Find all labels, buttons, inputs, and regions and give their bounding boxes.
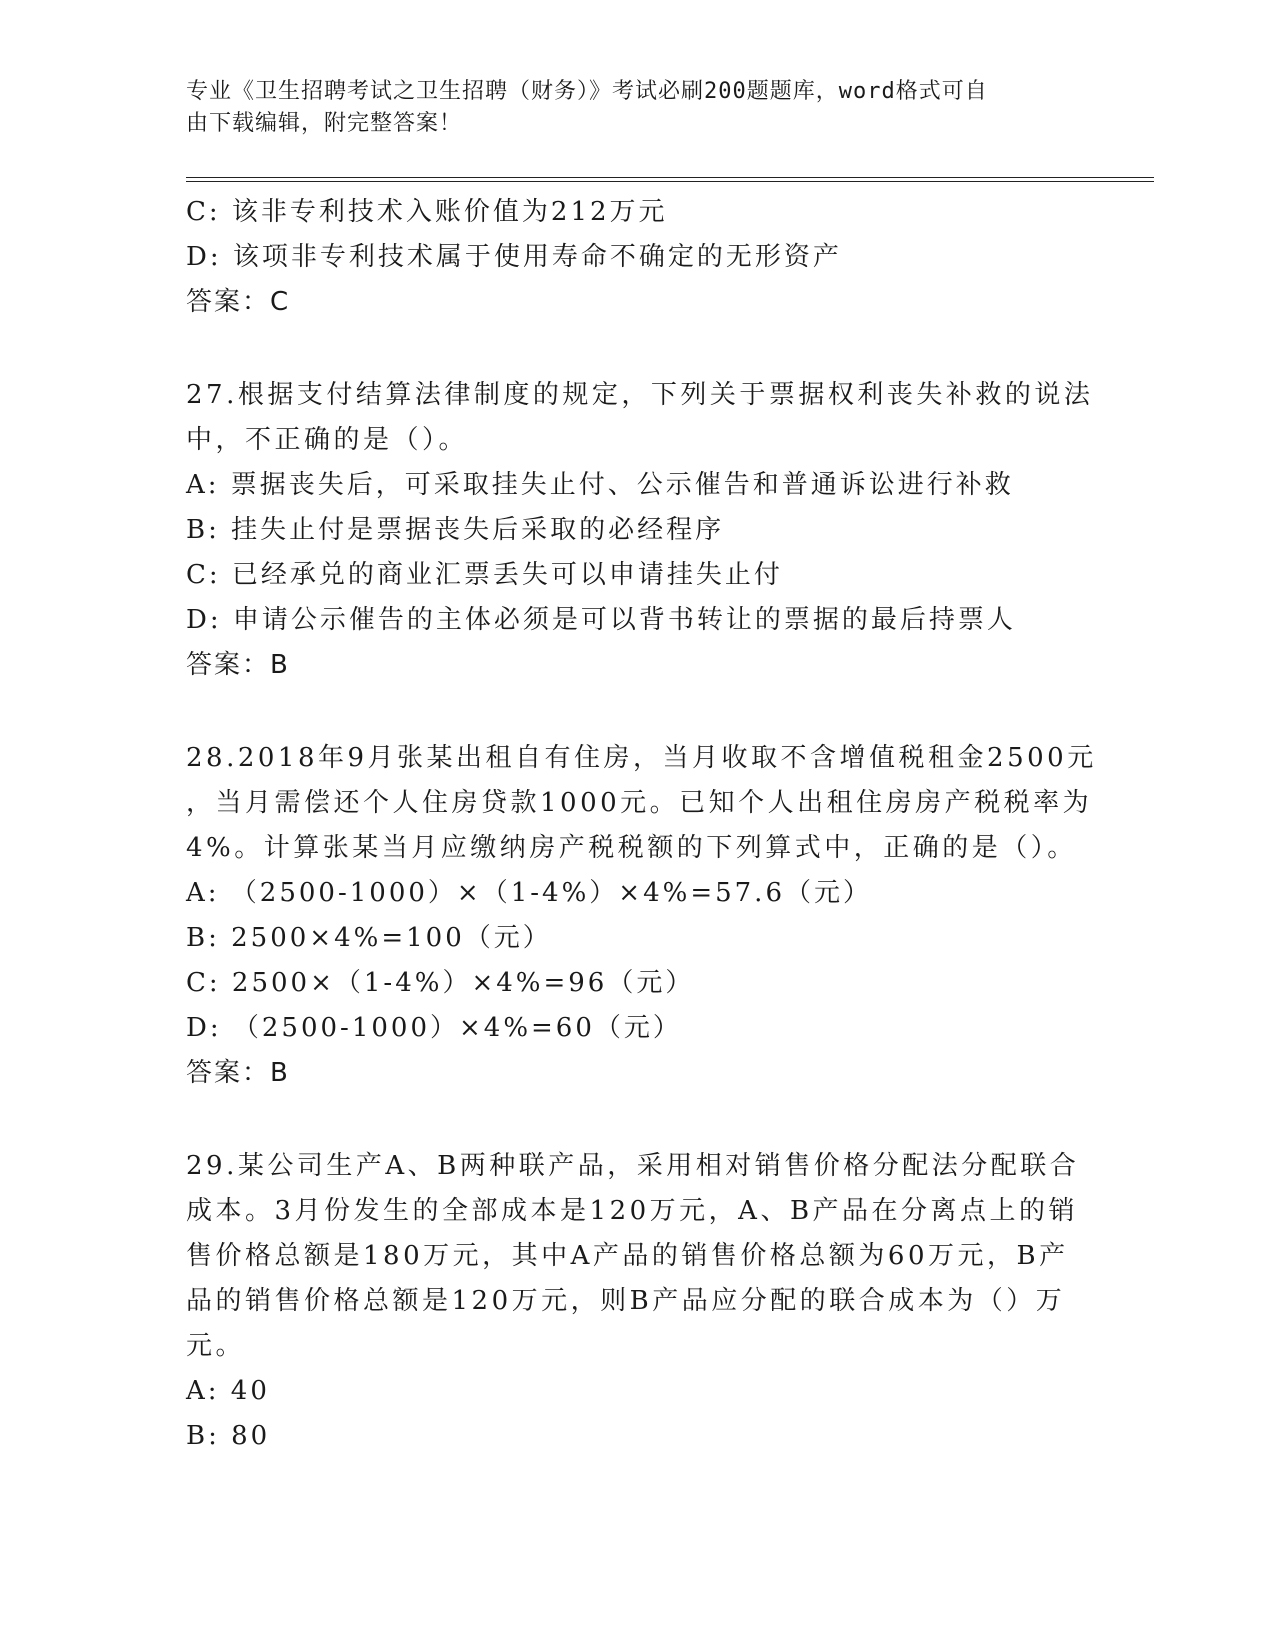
option-c: C: 已经承兑的商业汇票丢失可以申请挂失止付 [186, 560, 783, 590]
question-list [186, 190, 1097, 1459]
question-stem [186, 1144, 1086, 1369]
option-a: A: 票据丧失后，可采取挂失止付、公示催告和普通诉讼进行补救 [186, 470, 1014, 500]
stem-line: 品的销售价格总额是120万元，则B产品应分配的联合成本为（）万 [186, 1286, 1066, 1316]
option-d: D: 该项非专利技术属于使用寿命不确定的无形资产 [186, 242, 842, 272]
stem-line: 售价格总额是180万元，其中A产品的销售价格总额为60万元，B产 [186, 1241, 1069, 1271]
header-divider-top [186, 177, 1154, 178]
header-divider-bottom [186, 181, 1154, 182]
question-spacer [186, 688, 1086, 736]
option-b: B: 80 [186, 1421, 271, 1451]
option-a: A: （2500-1000）×（1-4%）×4%=57.6（元） [186, 878, 872, 908]
option-b: B: 2500×4%=100（元） [186, 923, 552, 953]
stem-line: ，当月需偿还个人住房贷款1000元。已知个人出租住房房产税税率为 [186, 788, 1093, 818]
question-26-tail [186, 190, 1086, 325]
stem-line: 成本。3月份发生的全部成本是120万元，A、B产品在分离点上的销 [186, 1196, 1079, 1226]
question-stem [186, 736, 1097, 871]
header-title-line-2: 由下载编辑，附完整答案！ [186, 111, 463, 136]
question-29 [186, 1144, 1086, 1459]
page-header [186, 76, 1066, 140]
option-c: C: 2500×（1-4%）×4%=96（元） [186, 968, 695, 998]
header-title-line-1: 专业《卫生招聘考试之卫生招聘（财务）》考试必刷200题题库，word格式可自 [186, 79, 988, 104]
answer-line: 答案：B [186, 1058, 290, 1088]
stem-line: 中，不正确的是（）。 [186, 425, 469, 455]
question-spacer [186, 325, 1086, 373]
stem-line: 4%。计算张某当月应缴纳房产税税额的下列算式中，正确的是（）。 [186, 833, 1077, 863]
answer-line: 答案：C [186, 287, 291, 317]
stem-line: 元。 [186, 1331, 246, 1361]
question-stem [186, 373, 1094, 463]
option-c: C: 该非专利技术入账价值为212万元 [186, 197, 668, 227]
stem-line: 29.某公司生产A、B两种联产品，采用相对销售价格分配法分配联合 [186, 1151, 1080, 1181]
option-d: D: 申请公示催告的主体必须是可以背书转让的票据的最后持票人 [186, 605, 1016, 635]
stem-line: 27.根据支付结算法律制度的规定，下列关于票据权利丧失补救的说法 [186, 380, 1094, 410]
option-d: D: （2500-1000）×4%=60（元） [186, 1013, 682, 1043]
question-spacer [186, 1096, 1086, 1144]
answer-line: 答案：B [186, 650, 290, 680]
stem-line: 28.2018年9月张某出租自有住房，当月收取不含增值税租金2500元 [186, 743, 1097, 773]
question-27 [186, 373, 1094, 688]
question-28 [186, 736, 1097, 1096]
option-b: B: 挂失止付是票据丧失后采取的必经程序 [186, 515, 725, 545]
option-a: A: 40 [186, 1376, 270, 1406]
